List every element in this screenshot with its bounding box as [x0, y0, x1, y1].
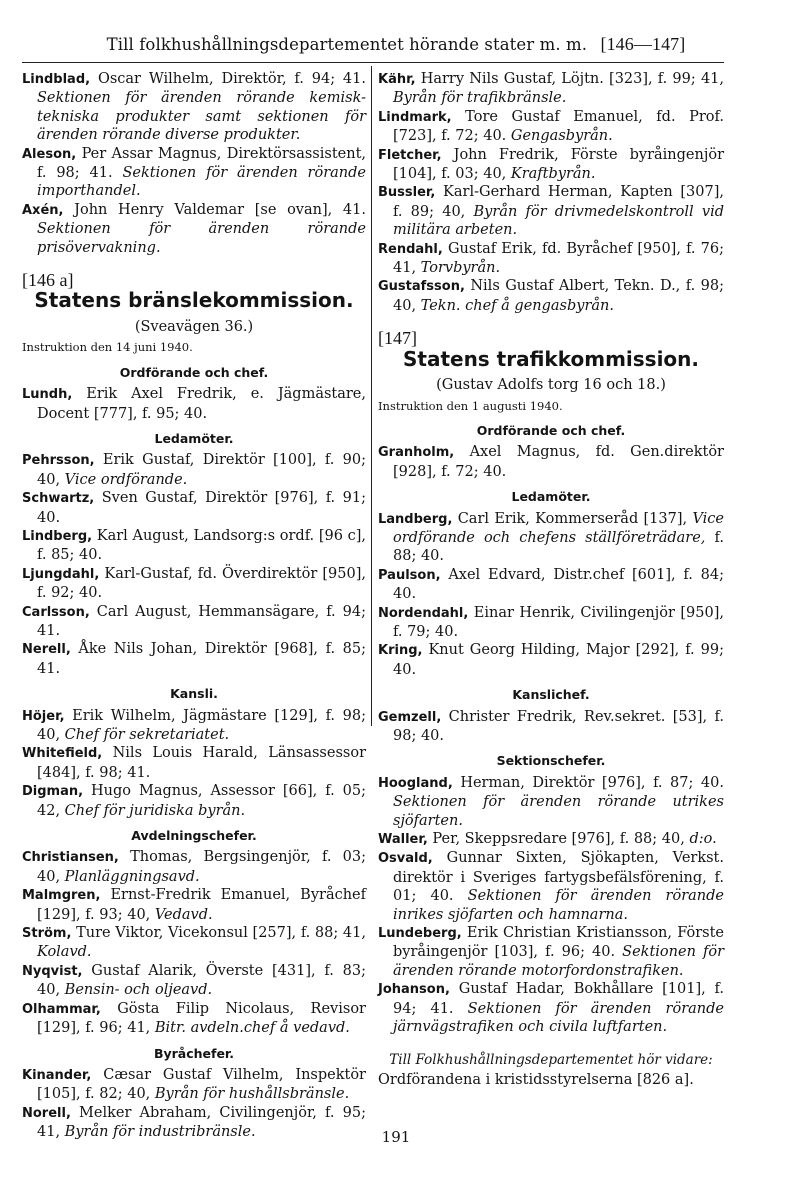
directory-entry — [22, 603, 366, 641]
entry-details: Axel Magnus, fd. Gen.direktör [928], f. 72; 40. — [393, 444, 724, 480]
left-column — [22, 70, 366, 1142]
directory-entry — [22, 451, 366, 489]
entry-details: Oscar Wilhelm, Direktör, f. 94; 41. — [90, 71, 366, 87]
entry-name: Nordendahl, — [378, 605, 469, 621]
heading-byrachefer: Byråchefer. — [153, 1045, 235, 1061]
entry-details: Hugo Magnus, Assessor [66], f. 05; 42, — [37, 783, 366, 819]
header-rule — [22, 62, 724, 63]
header-title: Till folkhushållningsdepartementet hörande stater m. m. — [106, 35, 588, 54]
directory-entry — [378, 277, 724, 315]
entry-name: Nerell, — [22, 642, 71, 658]
entry-name: Norell, — [22, 1105, 71, 1121]
section-instruction: Instruktion den 14 juni 1940. — [22, 340, 193, 355]
right-top-entries — [378, 70, 724, 315]
chair-list — [22, 385, 366, 423]
entry-assignment: Bitr. avdeln.chef å vedavd. — [154, 1020, 350, 1037]
sektionschefer-list — [378, 774, 724, 1037]
entry-name: Digman, — [22, 784, 84, 800]
directory-entry — [378, 924, 724, 980]
directory-entry — [378, 443, 724, 481]
directory-entry — [378, 774, 724, 830]
directory-entry — [378, 641, 724, 679]
heading-chair: Ordförande och chef. — [119, 364, 269, 380]
entry-name: Schwartz, — [22, 491, 95, 507]
entry-details: Sven Gustaf, Direktör [976], f. 91; 40. — [37, 490, 366, 526]
entry-assignment: Byrån för trafikbränsle. — [393, 90, 567, 107]
entry-name: Gemzell, — [378, 709, 442, 725]
entry-details: Erik Christian Kristiansson, Förste byråingenjör [103], f. 96; 40. — [393, 925, 724, 961]
left-top-entries — [22, 70, 366, 257]
entry-details: Nils Louis Harald, Länsassessor [484], f. 98; 41. — [37, 745, 366, 781]
entry-assignment: Vedavd. — [154, 906, 213, 923]
entry-assignment: Chef för juridiska byrån. — [64, 802, 246, 819]
section-title-bransle: Statens bränslekommission. — [34, 288, 354, 313]
directory-entry — [22, 640, 366, 678]
entry-details: Herman, Direktör [976], f. 87; 40. — [452, 774, 724, 791]
entry-name: Lundh, — [22, 387, 73, 403]
entry-details: Erik Gustaf, Direktör [100], f. 90; 40, — [37, 452, 366, 488]
directory-entry — [378, 240, 724, 278]
entry-assignment: Bensin- och oljeavd. — [64, 982, 213, 999]
directory-entry — [378, 708, 724, 746]
directory-entry — [22, 70, 366, 145]
entry-name: Ljungdahl, — [22, 566, 100, 582]
entry-details: Melker Abraham, Civilingenjör, f. 95; 41, — [37, 1104, 366, 1141]
entry-name: Hoogland, — [378, 775, 453, 791]
members-list — [378, 510, 724, 680]
entry-details: Nils Gustaf Albert, Tekn. D., f. 98; 40, — [393, 278, 724, 314]
entry-details: Carl Erik, Kommerseråd [137], — [452, 510, 693, 527]
directory-entry — [22, 744, 366, 782]
entry-assignment: Vice ordförande och chefens ställföreträdare, — [393, 510, 724, 546]
entry-assignment: Gengasbyrån. — [510, 128, 613, 145]
section-title-trafik: Statens trafikkommission. — [402, 346, 699, 371]
entry-details: Ture Viktor, Vicekonsul [257], f. 88; 41, — [71, 925, 366, 942]
entry-name: Waller, — [378, 832, 428, 848]
entry-details: Ernst-Fredrik Emanuel, Byråchef [129], f. 93; 40, — [37, 887, 366, 923]
running-header — [0, 34, 792, 55]
directory-entry — [378, 830, 724, 849]
heading-kansli: Kansli. — [170, 686, 218, 702]
entry-name: Gustafsson, — [378, 279, 465, 295]
entry-details: Per Assar Magnus, Direktörsassistent, f. 98; 41. — [37, 145, 366, 182]
directory-entry — [22, 489, 366, 527]
entry-name: Nyqvist, — [22, 963, 83, 979]
entry-details: Christer Fredrik, Rev.sekret. [53], f. 98; 40. — [393, 708, 724, 744]
heading-chair: Ordförande och chef. — [476, 422, 626, 438]
avdelningschefer-list — [22, 848, 366, 1037]
column-divider — [371, 66, 372, 726]
entry-details: Einar Henrik, Civilingenjör [950], f. 79; 40. — [393, 604, 724, 640]
entry-assignment: Torvbyrån. — [420, 260, 501, 277]
entry-name: Landberg, — [378, 511, 453, 527]
entry-name: Fletcher, — [378, 147, 442, 163]
entry-details: Gustaf Alarik, Överste [431], f. 83; 40, — [37, 962, 366, 999]
ordforandena-line: Ordförandena i kristidsstyrelserna [826 a]. — [378, 1071, 694, 1088]
entry-details: John Fredrik, Förste byråingenjör [104], f. 03; 40, — [393, 146, 724, 183]
directory-entry — [22, 385, 366, 423]
entry-name: Granholm, — [378, 445, 455, 461]
entry-assignment: Sektionen för ärenden rörande motorfordonstrafiken. — [393, 944, 724, 979]
entry-details: Gustaf Hadar, Bokhållare [101], f. 94; 41. — [393, 981, 724, 1017]
directory-entry — [22, 707, 366, 745]
entry-details: Knut Georg Hilding, Major [292], f. 99; 40. — [393, 642, 724, 678]
entry-details: Harry Nils Gustaf, Löjtn. [323], f. 99; 41, — [415, 71, 724, 87]
entry-assignment: Planläggningsavd. — [64, 868, 200, 885]
section-address: (Gustav Adolfs torg 16 och 18.) — [436, 377, 666, 394]
entry-name: Whitefield, — [22, 746, 103, 762]
entry-details: Karl August, Landsorg:s ordf. [96 c], f. 85; 40. — [37, 527, 366, 564]
entry-details: Axel Edvard, Distr.chef [601], f. 84; 40. — [393, 566, 724, 603]
directory-entry — [378, 604, 724, 642]
entry-assignment: Chef för sekretariatet. — [64, 727, 230, 743]
members-list — [22, 451, 366, 678]
entry-name: Axén, — [22, 202, 64, 218]
heading-sektionschefer: Sektionschefer. — [496, 753, 606, 769]
section-address: (Sveavägen 36.) — [134, 318, 254, 335]
entry-name: Malmgren, — [22, 888, 101, 904]
entry-details: Thomas, Bergsingenjör, f. 03; 40, — [37, 849, 366, 885]
entry-details: John Henry Valdemar [se ovan], 41. — [63, 201, 366, 218]
entry-assignment: Tekn. chef å gengasbyrån. — [420, 297, 614, 314]
entry-details: Tore Gustaf Emanuel, fd. Prof. [723], f. 72; 40. — [393, 108, 724, 145]
directory-entry — [22, 145, 366, 201]
entry-details: Karl-Gustaf, fd. Överdirektör [950], f. 92; 40. — [37, 565, 366, 602]
entry-assignment: Sektionen för ärenden rörande järnvägstrafiken och civila luftfarten. — [393, 1000, 724, 1036]
entry-assignment: Kraftbyrån. — [510, 166, 596, 183]
entry-name: Kähr, — [378, 72, 416, 87]
entry-details: Erik Wilhelm, Jägmästare [129], f. 98; 40, — [37, 707, 366, 743]
kansli-list — [22, 707, 366, 820]
directory-entry — [378, 108, 724, 146]
chair-list — [378, 443, 724, 481]
directory-entry — [378, 183, 724, 239]
entry-name: Christiansen, — [22, 850, 119, 866]
entry-name: Olhammar, — [22, 1001, 101, 1017]
directory-entry — [22, 1000, 366, 1038]
entry-name: Osvald, — [378, 851, 433, 867]
directory-entry — [378, 70, 724, 108]
entry-assignment: Byrån för industribränsle. — [64, 1124, 256, 1141]
entry-name: Pehrsson, — [22, 453, 95, 469]
entry-name: Bussler, — [378, 185, 436, 201]
entry-details: Carl August, Hemmansägare, f. 94; 41. — [37, 603, 366, 639]
entry-details: Gunnar Sixten, Sjökapten, Verkst. direktör i Sveriges fartygsbefälsförening, f. 01; 40. — [393, 850, 724, 905]
entry-name: Kinander, — [22, 1067, 92, 1083]
entry-assignment: Sektionen för ärenden rörande importhandel. — [37, 165, 366, 200]
entry-details: Gustaf Erik, fd. Byråchef [950], f. 76; 41, — [393, 240, 724, 277]
heading-members: Ledamöter. — [154, 430, 234, 446]
section-number-146a: [146 a] — [22, 270, 74, 291]
section-number-147: [147] — [378, 328, 417, 349]
right-column — [378, 70, 724, 1089]
entry-name: Lindmark, — [378, 109, 452, 125]
entry-details: Erik Axel Fredrik, e. Jägmästare, Docent [777], f. 95; 40. — [37, 386, 366, 422]
directory-entry — [378, 146, 724, 184]
entry-name: Carlsson, — [22, 604, 90, 620]
directory-entry — [22, 201, 366, 257]
directory-entry — [22, 962, 366, 1000]
entry-details-tail: f. 88; 40. — [393, 529, 724, 565]
entry-assignment: Sektionen för ärenden rörande inrikes sjöfarten och hamnarna. — [393, 888, 724, 923]
directory-entry — [22, 1066, 366, 1104]
entry-assignment: Byrån för hushållsbränsle. — [154, 1086, 350, 1103]
entry-name: Paulson, — [378, 567, 441, 583]
entry-assignment: Kolavd. — [37, 944, 92, 961]
directory-entry — [22, 782, 366, 820]
directory-entry — [22, 848, 366, 886]
entry-details: Cæsar Gustaf Vilhelm, Inspektör [105], f. 82; 40, — [37, 1066, 366, 1103]
entry-name: Lindberg, — [22, 528, 93, 544]
directory-entry — [22, 527, 366, 565]
entry-assignment: Sektionen för ärenden rörande prisövervakning. — [37, 221, 366, 256]
entry-name: Höjer, — [22, 708, 65, 724]
directory-entry — [378, 849, 724, 924]
heading-kanslichef: Kanslichef. — [512, 687, 590, 703]
heading-members: Ledamöter. — [511, 489, 591, 505]
entry-details: Per, Skeppsredare [976], f. 88; 40, — [427, 831, 690, 848]
entry-name: Johanson, — [378, 982, 450, 998]
heading-avdelningschefer: Avdelningschefer. — [131, 828, 257, 844]
entry-assignment: d:o. — [689, 831, 717, 848]
page-number: 191 — [381, 1128, 411, 1146]
entry-name: Kring, — [378, 643, 423, 659]
section-instruction: Instruktion den 1 augusti 1940. — [378, 398, 563, 413]
directory-entry — [22, 565, 366, 603]
entry-name: Aleson, — [22, 146, 77, 162]
entry-details: Karl-Gerhard Herman, Kapten [307], f. 89; 40, — [393, 184, 724, 220]
entry-name: Lindblad, — [22, 72, 91, 87]
vidare-note: Till Folkhushållningsdepartementet hör vidare: — [389, 1051, 713, 1068]
entry-details: Åke Nils Johan, Direktör [968], f. 85; 41. — [37, 641, 366, 677]
entry-assignment: Sektionen för ärenden rörande kemisk-tekniska produkter samt sektionen för ärenden rörande diverse produkter. — [37, 90, 366, 144]
directory-entry — [22, 924, 366, 962]
directory-entry — [378, 980, 724, 1036]
entry-assignment: Sektionen för ärenden rörande utrikes sjöfarten. — [393, 794, 724, 829]
entry-name: Rendahl, — [378, 241, 443, 257]
entry-assignment: Vice ordförande. — [64, 471, 188, 488]
entry-name: Ström, — [22, 926, 72, 942]
directory-entry — [378, 566, 724, 604]
entry-assignment: Byrån för drivmedelskontroll vid militära arbeten. — [393, 203, 724, 239]
entry-details: Gösta Filip Nicolaus, Revisor [129], f. 96; 41, — [37, 1000, 366, 1037]
directory-entry — [378, 510, 724, 566]
header-section-range: [146—147] — [600, 34, 686, 54]
directory-entry — [22, 886, 366, 924]
kanslichef-list — [378, 708, 724, 746]
entry-name: Lundeberg, — [378, 926, 462, 942]
